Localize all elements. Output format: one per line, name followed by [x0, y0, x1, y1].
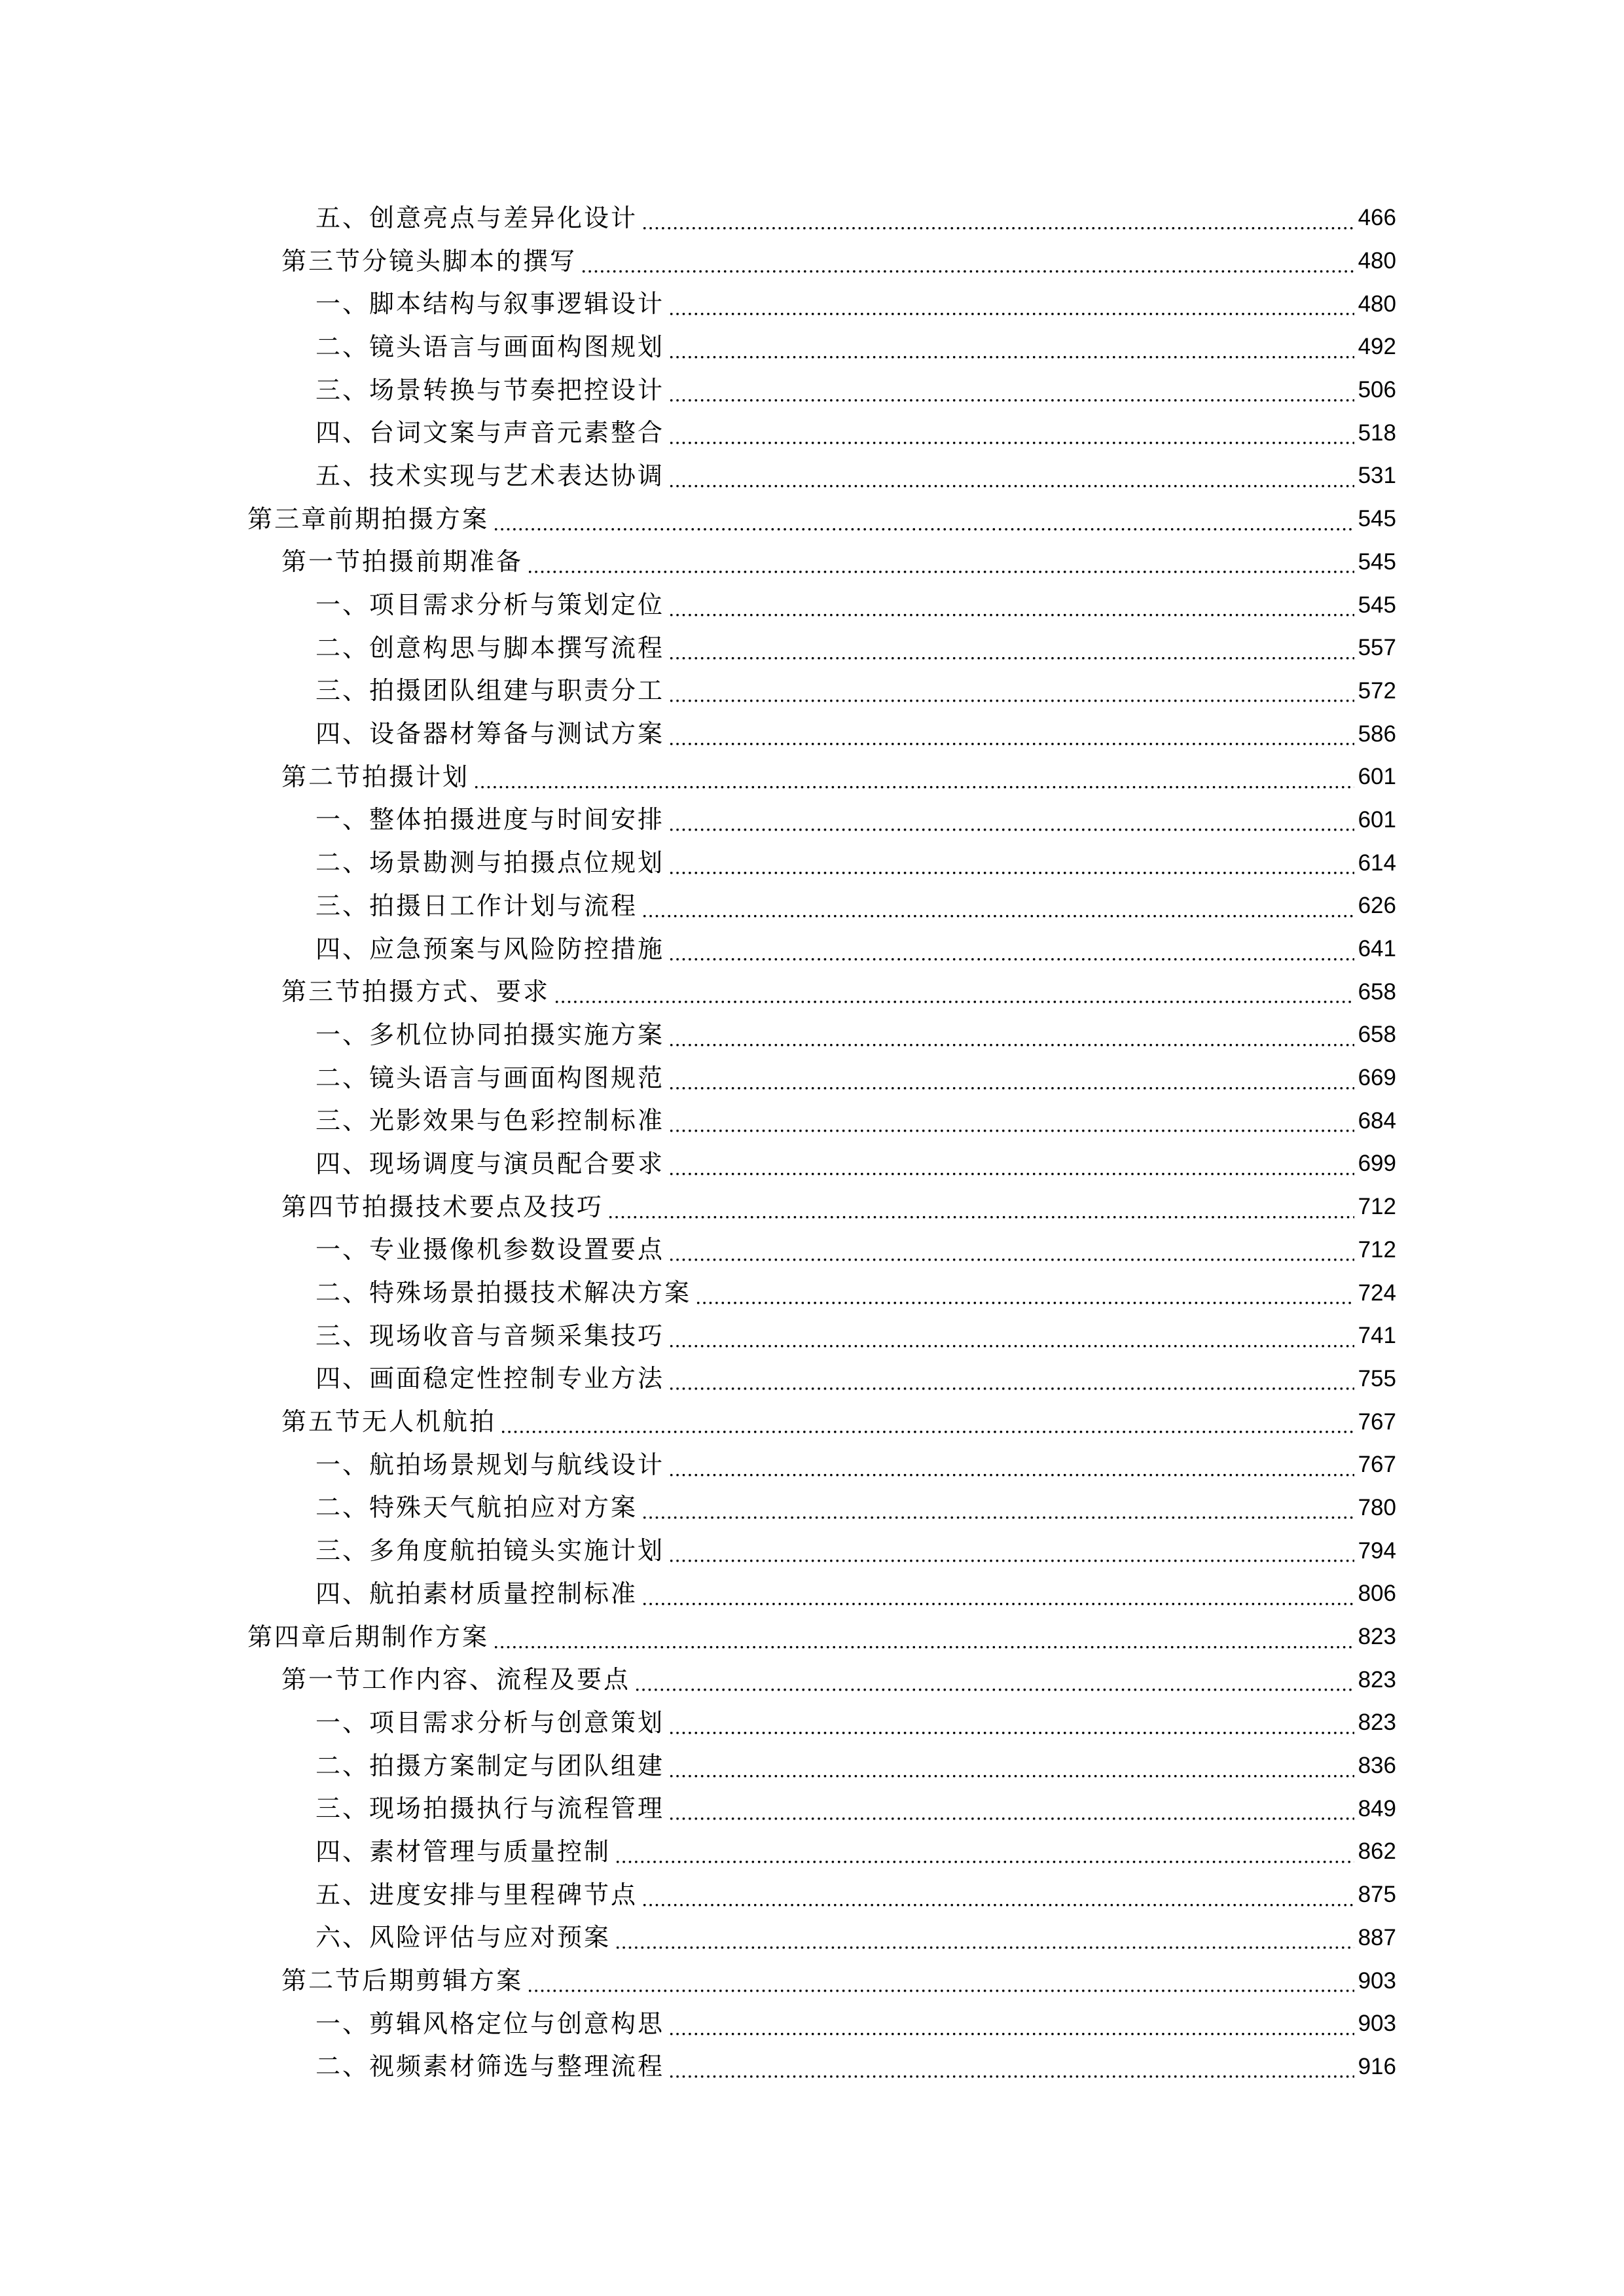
toc-dot-leader	[668, 1538, 1354, 1563]
toc-entry-title: 第五节无人机航拍	[281, 1407, 497, 1437]
toc-entry-title: 一、项目需求分析与策划定位	[316, 590, 665, 620]
toc-entry[interactable]	[0, 1529, 1624, 1572]
toc-entry-title: 一、整体拍摄进度与时间安排	[316, 805, 665, 834]
toc-entry-page-number: 545	[1358, 548, 1396, 575]
toc-entry-page-number: 836	[1358, 1753, 1396, 1779]
toc-entry[interactable]	[0, 1658, 1624, 1701]
toc-entry-page-number: 684	[1358, 1107, 1396, 1134]
toc-entry[interactable]	[0, 325, 1624, 368]
toc-entry[interactable]	[0, 1701, 1624, 1744]
toc-entry[interactable]	[0, 798, 1624, 842]
toc-dot-leader	[668, 1108, 1354, 1133]
toc-entry[interactable]	[0, 1271, 1624, 1314]
toc-entry-page-number: 823	[1358, 1710, 1396, 1736]
toc-dot-leader	[641, 1882, 1354, 1907]
toc-entry-page-number: 492	[1358, 334, 1396, 360]
toc-dot-leader	[668, 592, 1354, 617]
toc-dot-leader	[527, 1968, 1354, 1993]
toc-dot-leader	[473, 764, 1354, 789]
toc-entry-page-number: 724	[1358, 1280, 1396, 1306]
toc-entry-title: 三、多角度航拍镜头实施计划	[316, 1536, 665, 1566]
toc-entry-title: 五、进度安排与里程碑节点	[316, 1880, 638, 1909]
toc-entry-page-number: 767	[1358, 1408, 1396, 1435]
toc-entry-title: 第四章后期制作方案	[247, 1622, 490, 1651]
toc-entry-title: 第四节拍摄技术要点及技巧	[281, 1192, 604, 1221]
toc-entry-page-number: 823	[1358, 1624, 1396, 1650]
toc-entry-title: 二、特殊场景拍摄技术解决方案	[316, 1278, 692, 1308]
toc-entry-page-number: 658	[1358, 1022, 1396, 1048]
toc-entry-title: 三、现场拍摄执行与流程管理	[316, 1794, 665, 1823]
toc-dot-leader	[493, 1624, 1354, 1649]
toc-entry[interactable]	[0, 2002, 1624, 2045]
toc-dot-leader	[668, 378, 1354, 403]
toc-dot-leader	[641, 1495, 1354, 1520]
toc-entry-title: 四、应急预案与风险防控措施	[316, 934, 665, 963]
toc-entry-title: 五、创意亮点与差异化设计	[316, 203, 638, 232]
toc-entry-page-number: 531	[1358, 463, 1396, 489]
toc-dot-leader	[500, 1409, 1354, 1434]
toc-entry[interactable]	[0, 411, 1624, 454]
toc-entry-page-number: 916	[1358, 2053, 1396, 2079]
toc-entry-page-number: 669	[1358, 1065, 1396, 1091]
toc-dot-leader	[668, 2011, 1354, 2036]
toc-dot-leader	[554, 979, 1354, 1004]
toc-dot-leader	[493, 507, 1354, 531]
toc-entry[interactable]	[0, 755, 1624, 798]
toc-entry-page-number: 862	[1358, 1839, 1396, 1865]
toc-dot-leader	[615, 1925, 1354, 1950]
toc-entry[interactable]	[0, 1959, 1624, 2002]
toc-entry[interactable]	[0, 712, 1624, 755]
toc-entry[interactable]	[0, 1916, 1624, 1960]
toc-dot-leader	[641, 893, 1354, 918]
toc-dot-leader	[641, 206, 1354, 230]
toc-dot-leader	[668, 1366, 1354, 1391]
toc-entry-title: 二、视频素材筛选与整理流程	[316, 2052, 665, 2081]
toc-dot-leader	[668, 1237, 1354, 1262]
toc-entry-title: 六、风险评估与应对预案	[316, 1923, 611, 1952]
toc-entry-page-number: 699	[1358, 1151, 1396, 1177]
toc-entry-title: 第一节工作内容、流程及要点	[281, 1665, 631, 1695]
toc-entry[interactable]	[0, 1357, 1624, 1401]
toc-entry-title: 三、拍摄团队组建与职责分工	[316, 676, 665, 706]
toc-entry-title: 二、场景勘测与拍摄点位规划	[316, 848, 665, 878]
toc-entry[interactable]	[0, 1486, 1624, 1530]
toc-dot-leader	[668, 636, 1354, 660]
toc-entry-page-number: 875	[1358, 1882, 1396, 1908]
toc-entry[interactable]	[0, 1572, 1624, 1615]
toc-dot-leader	[668, 2054, 1354, 2079]
toc-entry[interactable]	[0, 282, 1624, 325]
toc-entry[interactable]	[0, 1873, 1624, 1916]
toc-entry[interactable]	[0, 1056, 1624, 1100]
toc-entry[interactable]	[0, 240, 1624, 283]
table-of-contents	[0, 196, 1624, 2088]
toc-entry[interactable]	[0, 626, 1624, 670]
toc-dot-leader	[668, 1796, 1354, 1821]
toc-entry[interactable]	[0, 497, 1624, 541]
toc-entry[interactable]	[0, 1229, 1624, 1272]
toc-entry-title: 三、场景转换与节奏把控设计	[316, 375, 665, 404]
toc-entry-title: 四、画面稳定性控制专业方法	[316, 1364, 665, 1393]
toc-entry[interactable]	[0, 970, 1624, 1013]
toc-entry-page-number: 480	[1358, 291, 1396, 317]
toc-entry-title: 一、专业摄像机参数设置要点	[316, 1235, 665, 1265]
toc-entry-page-number: 480	[1358, 248, 1396, 274]
toc-entry-page-number: 601	[1358, 806, 1396, 833]
toc-dot-leader	[615, 1839, 1354, 1864]
toc-entry-page-number: 887	[1358, 1924, 1396, 1950]
toc-entry[interactable]	[0, 1142, 1624, 1185]
toc-entry-page-number: 601	[1358, 764, 1396, 790]
toc-entry-page-number: 849	[1358, 1795, 1396, 1821]
toc-entry-page-number: 755	[1358, 1365, 1396, 1391]
toc-entry-title: 三、现场收音与音频采集技巧	[316, 1321, 665, 1350]
toc-dot-leader	[668, 1066, 1354, 1090]
toc-entry[interactable]	[0, 1013, 1624, 1056]
toc-entry-title: 四、素材管理与质量控制	[316, 1837, 611, 1866]
toc-entry-page-number: 545	[1358, 592, 1396, 618]
toc-dot-leader	[668, 1452, 1354, 1477]
toc-entry[interactable]	[0, 1185, 1624, 1229]
toc-entry[interactable]	[0, 1830, 1624, 1873]
toc-entry[interactable]	[0, 884, 1624, 927]
toc-entry-page-number: 712	[1358, 1194, 1396, 1220]
toc-dot-leader	[668, 1710, 1354, 1735]
toc-dot-leader	[668, 937, 1354, 961]
toc-entry-page-number: 806	[1358, 1581, 1396, 1607]
toc-entry-page-number: 658	[1358, 978, 1396, 1005]
toc-dot-leader	[695, 1280, 1354, 1305]
toc-entry-title: 一、多机位协同拍摄实施方案	[316, 1020, 665, 1049]
toc-entry-page-number: 903	[1358, 2011, 1396, 2037]
toc-entry-title: 二、拍摄方案制定与团队组建	[316, 1751, 665, 1780]
toc-dot-leader	[641, 1581, 1354, 1606]
toc-entry-title: 第一节拍摄前期准备	[281, 547, 524, 577]
toc-dot-leader	[668, 678, 1354, 703]
toc-entry-page-number: 545	[1358, 506, 1396, 532]
toc-entry[interactable]	[0, 1443, 1624, 1486]
toc-entry[interactable]	[0, 1400, 1624, 1443]
toc-entry-title: 第三章前期拍摄方案	[247, 504, 490, 533]
toc-entry-title: 二、镜头语言与画面构图规划	[316, 332, 665, 361]
toc-dot-leader	[581, 249, 1354, 274]
toc-entry[interactable]	[0, 670, 1624, 713]
toc-entry[interactable]	[0, 841, 1624, 884]
toc-entry-page-number: 641	[1358, 936, 1396, 962]
toc-dot-leader	[668, 807, 1354, 832]
toc-entry-title: 四、台词文案与声音元素整合	[316, 418, 665, 448]
toc-entry-title: 二、镜头语言与画面构图规范	[316, 1063, 665, 1092]
toc-entry-page-number: 518	[1358, 420, 1396, 446]
toc-entry-title: 一、剪辑风格定位与创意构思	[316, 2009, 665, 2038]
toc-entry[interactable]	[0, 454, 1624, 497]
toc-entry[interactable]	[0, 2045, 1624, 2089]
toc-entry[interactable]	[0, 368, 1624, 412]
toc-dot-leader	[668, 850, 1354, 875]
toc-dot-leader	[527, 549, 1354, 574]
toc-entry[interactable]	[0, 1314, 1624, 1357]
toc-entry-page-number: 572	[1358, 677, 1396, 704]
toc-entry[interactable]	[0, 927, 1624, 971]
toc-entry-page-number: 614	[1358, 850, 1396, 876]
toc-entry-page-number: 780	[1358, 1494, 1396, 1520]
toc-entry-title: 第二节拍摄计划	[281, 762, 470, 791]
toc-dot-leader	[668, 1753, 1354, 1778]
toc-entry-title: 三、光影效果与色彩控制标准	[316, 1106, 665, 1136]
toc-entry-title: 四、设备器材筹备与测试方案	[316, 719, 665, 749]
toc-entry-title: 一、项目需求分析与创意策划	[316, 1708, 665, 1737]
toc-entry-page-number: 741	[1358, 1323, 1396, 1349]
toc-entry[interactable]	[0, 1744, 1624, 1787]
toc-dot-leader	[668, 463, 1354, 488]
toc-dot-leader	[668, 420, 1354, 445]
toc-dot-leader	[668, 334, 1354, 359]
toc-entry-title: 二、特殊天气航拍应对方案	[316, 1493, 638, 1522]
toc-entry[interactable]	[0, 1615, 1624, 1659]
toc-entry[interactable]	[0, 196, 1624, 240]
toc-entry-title: 一、航拍场景规划与航线设计	[316, 1450, 665, 1479]
toc-entry[interactable]	[0, 1787, 1624, 1830]
toc-entry-page-number: 626	[1358, 893, 1396, 919]
toc-dot-leader	[668, 721, 1354, 746]
toc-entry-page-number: 466	[1358, 205, 1396, 231]
toc-entry-title: 第三节分镜头脚本的撰写	[281, 246, 577, 276]
toc-entry-page-number: 903	[1358, 1967, 1396, 1994]
toc-dot-leader	[668, 1323, 1354, 1348]
toc-dot-leader	[607, 1194, 1354, 1219]
toc-entry-page-number: 767	[1358, 1452, 1396, 1478]
toc-entry-title: 第二节后期剪辑方案	[281, 1966, 524, 1996]
toc-entry-page-number: 506	[1358, 377, 1396, 403]
toc-entry-title: 第三节拍摄方式、要求	[281, 977, 550, 1007]
toc-dot-leader	[668, 1022, 1354, 1047]
toc-dot-leader	[634, 1667, 1354, 1692]
toc-entry-title: 三、拍摄日工作计划与流程	[316, 891, 638, 920]
toc-entry-page-number: 712	[1358, 1236, 1396, 1263]
toc-entry[interactable]	[0, 583, 1624, 626]
toc-entry-title: 五、技术实现与艺术表达协调	[316, 461, 665, 490]
toc-entry-page-number: 823	[1358, 1666, 1396, 1693]
toc-entry-title: 二、创意构思与脚本撰写流程	[316, 633, 665, 662]
toc-dot-leader	[668, 291, 1354, 316]
toc-entry-title: 四、现场调度与演员配合要求	[316, 1149, 665, 1178]
toc-dot-leader	[668, 1151, 1354, 1176]
toc-entry[interactable]	[0, 541, 1624, 584]
toc-entry-title: 四、航拍素材质量控制标准	[316, 1579, 638, 1608]
toc-entry-page-number: 557	[1358, 635, 1396, 661]
toc-entry-title: 一、脚本结构与叙事逻辑设计	[316, 289, 665, 319]
toc-entry[interactable]	[0, 1099, 1624, 1142]
toc-entry-page-number: 794	[1358, 1537, 1396, 1564]
toc-entry-page-number: 586	[1358, 721, 1396, 747]
